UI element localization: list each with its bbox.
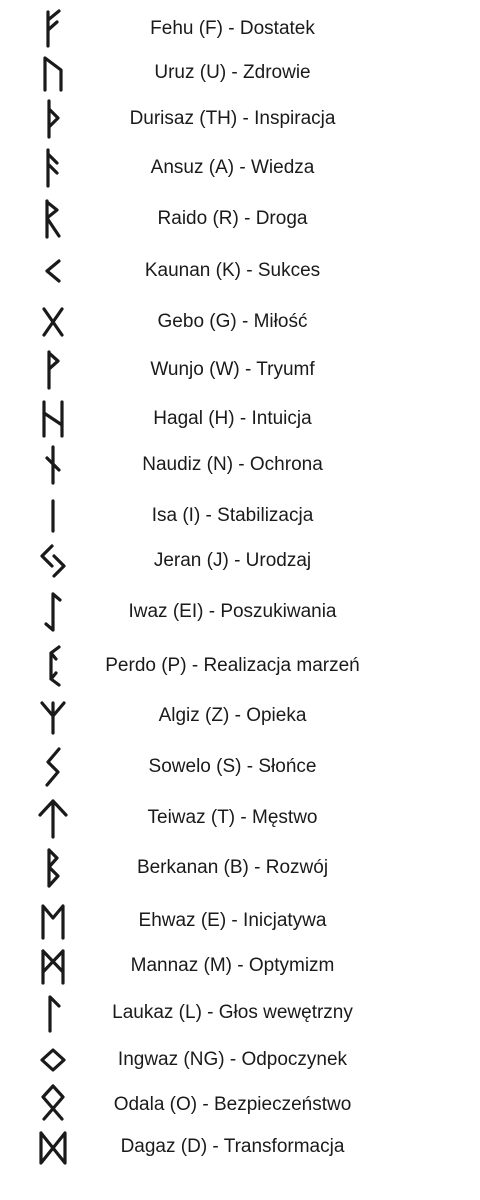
list-item — [0, 990, 480, 1036]
list-item — [0, 50, 480, 96]
list-item — [0, 1124, 480, 1170]
rune-label: Wunjo (W) - Tryumf — [150, 359, 315, 380]
list-item — [0, 795, 480, 841]
rune-label: Durisaz (TH) - Inspiracja — [129, 108, 336, 129]
gebo-rune-icon — [30, 299, 76, 345]
list-item — [0, 96, 480, 142]
list-item — [0, 943, 480, 989]
berkanan-rune-icon — [30, 845, 76, 891]
jeran-rune-icon — [30, 538, 76, 584]
wunjo-rune-icon — [30, 347, 76, 393]
algiz-rune-icon — [30, 693, 76, 739]
rune-label: Ehwaz (E) - Inicjatywa — [138, 910, 327, 931]
list-item — [0, 196, 480, 242]
list-item — [0, 898, 480, 944]
rune-label: Iwaz (EI) - Poszukiwania — [128, 601, 337, 622]
list-item — [0, 589, 480, 635]
rune-label: Dagaz (D) - Transformacja — [120, 1136, 345, 1157]
list-item — [0, 538, 480, 584]
rune-label: Sowelo (S) - Słońce — [148, 756, 317, 777]
rune-label: Jeran (J) - Urodzaj — [153, 550, 312, 571]
sowelo-rune-icon — [30, 744, 76, 790]
thurisaz-rune-icon — [30, 96, 76, 142]
rune-label: Odala (O) - Bezpieczeństwo — [113, 1094, 352, 1115]
rune-label: Ansuz (A) - Wiedza — [150, 157, 315, 178]
raido-rune-icon — [30, 196, 76, 242]
ansuz-rune-icon — [30, 145, 76, 191]
rune-label: Berkanan (B) - Rozwój — [136, 857, 329, 878]
kaunan-rune-icon — [30, 248, 76, 294]
isa-rune-icon — [30, 493, 76, 539]
rune-label: Ingwaz (NG) - Odpoczynek — [117, 1049, 348, 1070]
fehu-rune-icon — [30, 6, 76, 52]
ingwaz-rune-icon — [30, 1037, 76, 1083]
rune-label: Hagal (H) - Intuicja — [153, 408, 312, 429]
laukaz-rune-icon — [30, 990, 76, 1036]
teiwaz-rune-icon — [30, 795, 76, 841]
list-item — [0, 6, 480, 52]
rune-label: Kaunan (K) - Sukces — [144, 260, 321, 281]
uruz-rune-icon — [30, 50, 76, 96]
list-item — [0, 1037, 480, 1083]
rune-label: Mannaz (M) - Optymizm — [130, 955, 335, 976]
rune-label: Naudiz (N) - Ochrona — [142, 454, 323, 475]
list-item — [0, 145, 480, 191]
list-item — [0, 442, 480, 488]
iwaz-rune-icon — [30, 589, 76, 635]
dagaz-rune-icon — [30, 1124, 76, 1170]
rune-label: Uruz (U) - Zdrowie — [154, 62, 311, 83]
rune-label: Algiz (Z) - Opieka — [158, 705, 307, 726]
mannaz-rune-icon — [30, 943, 76, 989]
rune-label: Raido (R) - Droga — [157, 208, 308, 229]
list-item — [0, 1082, 480, 1128]
rune-label: Fehu (F) - Dostatek — [150, 18, 315, 39]
rune-label: Isa (I) - Stabilizacja — [151, 505, 314, 526]
rune-label: Teiwaz (T) - Męstwo — [147, 807, 318, 828]
naudiz-rune-icon — [30, 442, 76, 488]
list-item — [0, 248, 480, 294]
list-item — [0, 643, 480, 689]
rune-label: Gebo (G) - Miłość — [157, 311, 308, 332]
rune-label: Perdo (P) - Realizacja marzeń — [105, 655, 360, 676]
odala-rune-icon — [30, 1082, 76, 1128]
list-item — [0, 493, 480, 539]
list-item — [0, 693, 480, 739]
hagal-rune-icon — [30, 396, 76, 442]
list-item — [0, 347, 480, 393]
rune-label: Laukaz (L) - Głos wewętrzny — [112, 1002, 353, 1023]
list-item — [0, 396, 480, 442]
list-item — [0, 744, 480, 790]
ehwaz-rune-icon — [30, 898, 76, 944]
list-item — [0, 299, 480, 345]
list-item — [0, 845, 480, 891]
perdo-rune-icon — [30, 643, 76, 689]
